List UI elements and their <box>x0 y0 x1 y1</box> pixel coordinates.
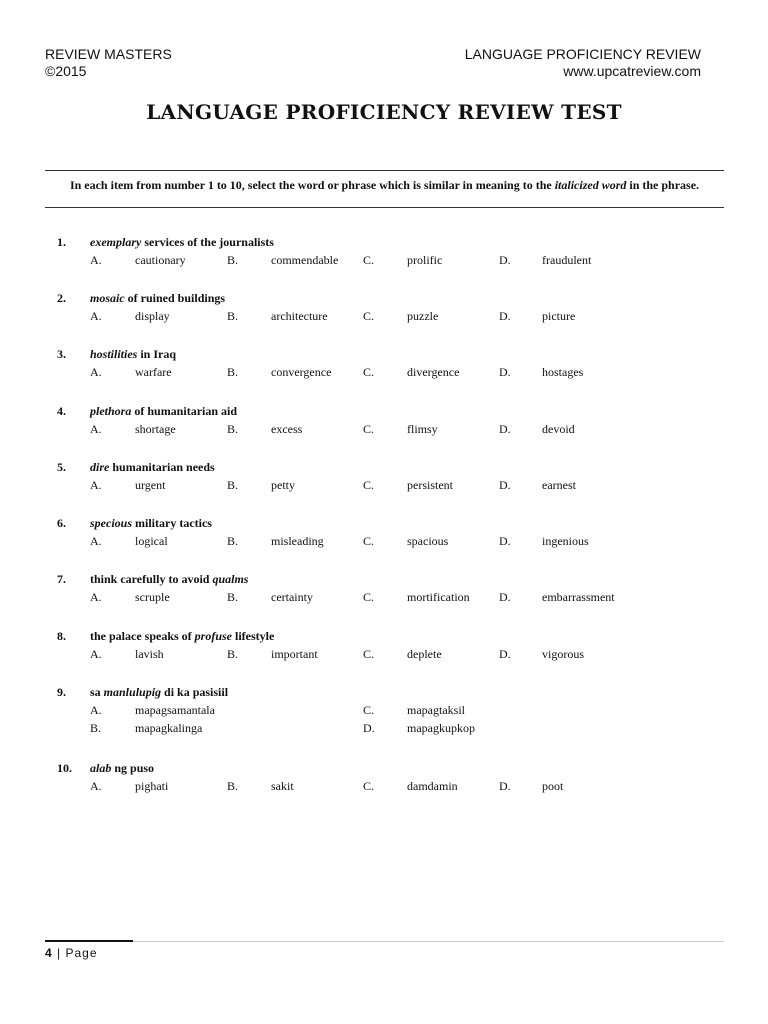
question-item <box>45 685 724 739</box>
prompt-italic-word: plethora <box>90 404 132 418</box>
instructions-italic-text: italicized word <box>554 178 627 192</box>
option-letter: A. <box>90 422 102 436</box>
option-letter: C. <box>363 590 375 604</box>
question-number: 3. <box>57 347 66 361</box>
question-stem <box>45 516 724 534</box>
option-letter: D. <box>499 365 511 379</box>
question-prompt <box>90 404 237 419</box>
option-letter: C. <box>363 779 375 793</box>
option-letter: A. <box>90 253 102 267</box>
option-text: devoid <box>542 422 575 436</box>
option-text: shortage <box>135 422 176 436</box>
question-prompt <box>90 291 225 306</box>
option-text: logical <box>135 534 168 548</box>
options-row <box>45 422 724 440</box>
question-prompt <box>90 460 215 475</box>
question-stem <box>45 761 724 779</box>
instructions-bottom-rule <box>45 207 724 208</box>
option-letter: D. <box>499 478 511 492</box>
option-text: mapagtaksil <box>407 703 465 717</box>
option-text: ingenious <box>542 534 589 548</box>
option-text: prolific <box>407 253 443 267</box>
option-letter: A. <box>90 779 102 793</box>
prompt-italic-word: exemplary <box>90 235 142 249</box>
options-row <box>45 779 724 797</box>
prompt-post: of humanitarian aid <box>131 404 238 418</box>
question-item <box>45 235 724 271</box>
option-text: scruple <box>135 590 170 604</box>
page-footer <box>45 946 98 960</box>
prompt-post: lifestyle <box>232 629 275 643</box>
question-item <box>45 629 724 665</box>
question-prompt <box>90 572 248 587</box>
question-stem <box>45 347 724 365</box>
question-prompt <box>90 516 212 531</box>
options-row <box>45 253 724 271</box>
option-text: commendable <box>271 253 339 267</box>
prompt-post: of ruined buildings <box>124 291 226 305</box>
prompt-post: di ka pasisiil <box>161 685 229 699</box>
options-row <box>45 590 724 608</box>
option-text: fraudulent <box>542 253 592 267</box>
prompt-pre: sa <box>90 685 104 699</box>
copyright-year: ©2015 <box>45 63 87 79</box>
page-number: 4 <box>45 946 53 960</box>
prompt-post: military tactics <box>132 516 212 530</box>
question-stem <box>45 404 724 422</box>
header-right <box>465 46 701 80</box>
option-text: sakit <box>271 779 294 793</box>
option-letter: C. <box>363 703 375 717</box>
instructions <box>45 178 724 193</box>
option-text: earnest <box>542 478 576 492</box>
option-text: damdamin <box>407 779 458 793</box>
prompt-pre: think carefully to avoid <box>90 572 213 586</box>
prompt-italic-word: profuse <box>194 629 233 643</box>
option-text: cautionary <box>135 253 186 267</box>
option-letter: A. <box>90 534 102 548</box>
question-item <box>45 761 724 797</box>
option-text: persistent <box>407 478 453 492</box>
option-letter: C. <box>363 647 375 661</box>
option-letter: D. <box>363 721 375 735</box>
question-number: 1. <box>57 235 66 249</box>
option-text: certainty <box>271 590 313 604</box>
option-letter: C. <box>363 309 375 323</box>
website-url: www.upcatreview.com <box>563 63 701 79</box>
instructions-text-end: in the phrase. <box>626 178 700 192</box>
option-letter: A. <box>90 590 102 604</box>
option-text: convergence <box>271 365 332 379</box>
option-text: mapagsamantala <box>135 703 215 717</box>
option-letter: C. <box>363 422 375 436</box>
footer-separator: | <box>52 946 66 960</box>
option-text: puzzle <box>407 309 439 323</box>
prompt-italic-word: hostilities <box>90 347 138 361</box>
prompt-post: ng puso <box>111 761 155 775</box>
option-letter: D. <box>499 590 511 604</box>
prompt-pre: the palace speaks of <box>90 629 195 643</box>
question-number: 7. <box>57 572 66 586</box>
option-text: warfare <box>135 365 172 379</box>
question-prompt <box>90 347 176 362</box>
question-stem <box>45 629 724 647</box>
option-text: pighati <box>135 779 169 793</box>
options-row <box>45 478 724 496</box>
option-text: spacious <box>407 534 449 548</box>
question-number: 8. <box>57 629 66 643</box>
option-letter: B. <box>227 309 239 323</box>
instructions-top-rule <box>45 170 724 171</box>
question-item <box>45 572 724 608</box>
option-text: mapagkalinga <box>135 721 203 735</box>
option-text: urgent <box>135 478 166 492</box>
options-row <box>45 721 724 739</box>
instructions-text: In each item from number 1 to 10, select the word or phrase which is similar in meaning to the <box>69 178 555 192</box>
question-stem <box>45 572 724 590</box>
prompt-italic-word: mosaic <box>90 291 125 305</box>
question-item <box>45 291 724 327</box>
option-text: flimsy <box>407 422 438 436</box>
question-prompt <box>90 235 274 250</box>
option-letter: A. <box>90 647 102 661</box>
option-letter: C. <box>363 253 375 267</box>
option-letter: D. <box>499 647 511 661</box>
option-letter: A. <box>90 703 102 717</box>
option-letter: B. <box>227 590 239 604</box>
prompt-post: in Iraq <box>137 347 177 361</box>
option-text: architecture <box>271 309 328 323</box>
question-prompt <box>90 685 228 700</box>
option-letter: B. <box>90 721 102 735</box>
prompt-italic-word: dire <box>90 460 110 474</box>
option-letter: B. <box>227 534 239 548</box>
options-row <box>45 365 724 383</box>
prompt-italic-word: alab <box>90 761 112 775</box>
option-letter: C. <box>363 365 375 379</box>
option-text: display <box>135 309 170 323</box>
option-text: lavish <box>135 647 164 661</box>
option-letter: A. <box>90 309 102 323</box>
question-item <box>45 404 724 440</box>
option-text: mapagkupkop <box>407 721 475 735</box>
prompt-post: humanitarian needs <box>109 460 215 474</box>
options-row <box>45 703 724 721</box>
option-text: mortification <box>407 590 470 604</box>
option-letter: B. <box>227 779 239 793</box>
question-stem <box>45 460 724 478</box>
prompt-italic-word: specious <box>90 516 132 530</box>
question-number: 4. <box>57 404 66 418</box>
question-number: 10. <box>57 761 72 775</box>
question-stem <box>45 235 724 253</box>
footer-rule-accent <box>45 940 133 942</box>
question-item <box>45 516 724 552</box>
question-prompt <box>90 761 154 776</box>
option-text: excess <box>271 422 303 436</box>
option-text: hostages <box>542 365 584 379</box>
option-letter: B. <box>227 647 239 661</box>
question-number: 9. <box>57 685 66 699</box>
option-letter: D. <box>499 309 511 323</box>
options-row <box>45 534 724 552</box>
prompt-italic-word: qualms <box>212 572 249 586</box>
option-letter: A. <box>90 478 102 492</box>
option-text: misleading <box>271 534 324 548</box>
option-letter: C. <box>363 478 375 492</box>
options-row <box>45 647 724 665</box>
option-letter: A. <box>90 365 102 379</box>
page-label: Page <box>65 946 98 960</box>
page-title: LANGUAGE PROFICIENCY REVIEW TEST <box>146 100 622 124</box>
option-letter: B. <box>227 478 239 492</box>
option-text: divergence <box>407 365 460 379</box>
question-item <box>45 460 724 496</box>
option-letter: D. <box>499 422 511 436</box>
publisher-name: REVIEW MASTERS <box>45 46 172 62</box>
footer-rule <box>133 941 724 942</box>
option-letter: B. <box>227 253 239 267</box>
question-number: 5. <box>57 460 66 474</box>
header-left <box>45 46 172 80</box>
option-letter: D. <box>499 779 511 793</box>
option-letter: D. <box>499 534 511 548</box>
question-prompt <box>90 629 274 644</box>
question-stem <box>45 685 724 703</box>
document-series: LANGUAGE PROFICIENCY REVIEW <box>464 46 701 62</box>
option-letter: D. <box>499 253 511 267</box>
option-text: poot <box>542 779 564 793</box>
option-letter: B. <box>227 365 239 379</box>
option-text: embarrassment <box>542 590 615 604</box>
question-item <box>45 347 724 383</box>
option-letter: C. <box>363 534 375 548</box>
question-number: 2. <box>57 291 66 305</box>
question-stem <box>45 291 724 309</box>
prompt-post: services of the journalists <box>141 235 274 249</box>
option-letter: B. <box>227 422 239 436</box>
option-text: important <box>271 647 318 661</box>
option-text: deplete <box>407 647 442 661</box>
prompt-italic-word: manlulupig <box>103 685 162 699</box>
options-row <box>45 309 724 327</box>
option-text: picture <box>542 309 576 323</box>
option-text: petty <box>271 478 295 492</box>
option-text: vigorous <box>542 647 584 661</box>
question-number: 6. <box>57 516 66 530</box>
